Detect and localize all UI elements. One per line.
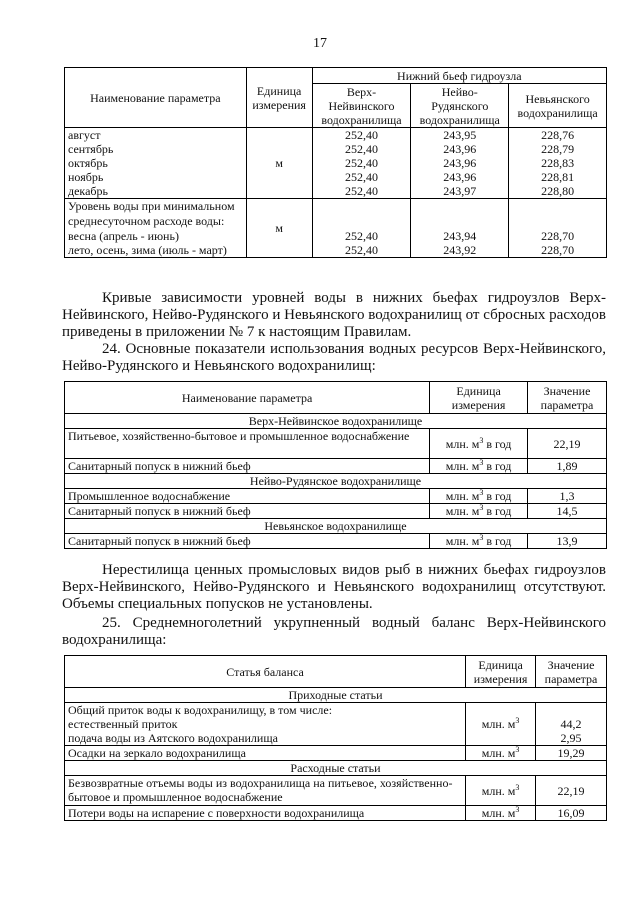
value: 228,83 (541, 156, 575, 170)
unit-sup: 3 (515, 745, 520, 754)
header-value: Значение параметра (536, 656, 607, 688)
unit-sup: 3 (479, 533, 484, 542)
unit-suffix: в год (483, 504, 512, 518)
season-label: лето, осень, зима (июль - март) (68, 243, 227, 257)
section-title: Нейво-Рудянское водохранилище (65, 474, 607, 489)
value: 252,40 (344, 243, 378, 257)
unit-text: млн. м (445, 534, 480, 548)
income-unit (466, 703, 536, 746)
withdraw-name: Безвозвратные отъемы воды из водохранилища на питьевое, хозяйственно-бытовое и промышленное водоснабжение (65, 776, 466, 806)
season-label: весна (апрель - июнь) (68, 229, 179, 243)
month-label: декабрь (68, 184, 108, 198)
verkh-season-values (312, 199, 411, 258)
evap-unit (466, 806, 536, 821)
value: 243,94 (443, 229, 477, 243)
water-use-table (64, 381, 607, 549)
unit-text: млн. м (481, 806, 516, 820)
header-unit: Единица измерения (466, 656, 536, 688)
header-tailwater: Нижний бьеф гидроузла (312, 68, 606, 84)
page-number: 17 (313, 36, 327, 51)
month-label: октябрь (68, 156, 108, 170)
paragraph-curves-text: Кривые зависимости уровней воды в нижних бьефах гидроузлов Верх-Нейвинского, Нейво-Рудянского и Невьянского водохранилищ от сбросных расходов приведены в приложении № 7 к настоящим Правилам. (62, 290, 606, 340)
evap-name: Потери воды на испарение с поверхности водохранилища (65, 806, 466, 821)
unit-suffix: в год (483, 459, 512, 473)
income-total: Общий приток воды к водохранилищу, в том числе: (68, 703, 333, 717)
value: 252,40 (344, 128, 378, 142)
value: 228,70 (541, 243, 575, 257)
neyvo-months-values (411, 128, 509, 199)
row-value: 13,9 (528, 534, 607, 549)
value: 228,80 (541, 184, 575, 198)
value: 243,96 (443, 170, 477, 184)
unit-text: млн. м (481, 746, 516, 760)
paragraph-spawning (62, 562, 606, 613)
row-value: 14,5 (528, 504, 607, 519)
paragraph-25 (62, 615, 606, 649)
unit-sup: 3 (479, 435, 484, 445)
min-level-title: Уровень воды при минимальном среднесуточном расходе воды: (68, 199, 235, 228)
row-unit (430, 429, 528, 459)
income-total-cell (65, 703, 466, 746)
unit-sup: 3 (479, 488, 484, 497)
precip-value: 19,29 (536, 746, 607, 761)
header-neyvo-rudyansk: Нейво-Рудянского водохранилища (411, 84, 509, 128)
value: 44,2 (560, 717, 582, 731)
row-unit (430, 534, 528, 549)
value: 243,95 (443, 128, 477, 142)
precip-unit (466, 746, 536, 761)
value: 2,95 (560, 731, 582, 745)
row-name: Промышленное водоснабжение (65, 489, 430, 504)
header-parameter-name: Наименование параметра (65, 382, 430, 414)
value: 252,40 (344, 156, 378, 170)
water-balance-table (64, 655, 607, 821)
row-unit (430, 504, 528, 519)
unit-sup: 3 (479, 458, 484, 467)
header-parameter-name: Наименование параметра (65, 68, 247, 128)
value: 243,92 (443, 243, 477, 257)
tailwater-levels-table (64, 67, 607, 258)
row-name: Санитарный попуск в нижний бьеф (65, 504, 430, 519)
row-unit (430, 489, 528, 504)
value: 252,40 (344, 184, 378, 198)
value: 243,97 (443, 184, 477, 198)
unit-text: млн. м (445, 459, 480, 473)
unit-sup: 3 (515, 716, 520, 725)
unit-text: млн. м (445, 436, 480, 451)
paragraph-24 (62, 341, 606, 375)
paragraph-25-text: 25. Среднемноголетний укрупненный водный баланс Верх-Нейвинского водохранилища: (62, 615, 606, 648)
month-label: ноябрь (68, 170, 104, 184)
header-unit: Единица измерения (430, 382, 528, 414)
unit-suffix: в год (483, 534, 512, 548)
evap-value: 16,09 (536, 806, 607, 821)
header-balance-item: Статья баланса (65, 656, 466, 688)
header-verkh-neyvinsk: Верх-Нейвинского водохранилища (312, 84, 411, 128)
value: 228,76 (541, 128, 575, 142)
unit-text: млн. м (445, 489, 480, 503)
unit-sup: 3 (515, 782, 520, 792)
unit-suffix: в год (483, 436, 512, 451)
withdraw-unit (466, 776, 536, 806)
value: 252,40 (344, 170, 378, 184)
neyvo-season-values (411, 199, 509, 258)
value: 228,70 (541, 229, 575, 243)
months-unit: м (246, 128, 312, 199)
value: 228,79 (541, 142, 575, 156)
unit-sup: 3 (479, 503, 484, 512)
header-nevyansk: Невьянского водохранилища (509, 84, 607, 128)
section-title: Верх-Нейвинское водохранилище (65, 414, 607, 429)
verkh-months-values (312, 128, 411, 199)
paragraph-curves (62, 290, 606, 341)
unit-suffix: в год (483, 489, 512, 503)
unit-text: млн. м (481, 783, 516, 798)
month-label: август (68, 128, 101, 142)
min-level-unit: м (246, 199, 312, 258)
outcome-section-title: Расходные статьи (65, 761, 607, 776)
value: 252,40 (344, 142, 378, 156)
months-cell (65, 128, 247, 199)
income-values (536, 703, 607, 746)
precip-name: Осадки на зеркало водохранилища (65, 746, 466, 761)
row-unit (430, 459, 528, 474)
header-value: Значение параметра (528, 382, 607, 414)
row-value: 1,3 (528, 489, 607, 504)
unit-sup: 3 (515, 805, 520, 814)
min-level-cell (65, 199, 247, 258)
row-name: Питьевое, хозяйственно-бытовое и промышленное водоснабжение (65, 429, 430, 459)
nevyansk-season-values (509, 199, 607, 258)
value: 243,96 (443, 156, 477, 170)
unit-text: млн. м (445, 504, 480, 518)
value: 243,96 (443, 142, 477, 156)
income-section-title: Приходные статьи (65, 688, 607, 703)
row-name: Санитарный попуск в нижний бьеф (65, 534, 430, 549)
section-title: Невьянское водохранилище (65, 519, 607, 534)
value: 252,40 (344, 229, 378, 243)
header-unit: Единица измерения (246, 68, 312, 128)
unit-text: млн. м (481, 717, 516, 731)
month-label: сентябрь (68, 142, 114, 156)
paragraph-24-text: 24. Основные показатели использования водных ресурсов Верх-Нейвинского, Нейво-Рудянского и Невьянского водохранилищ: (62, 341, 606, 374)
paragraph-spawning-text: Нерестилища ценных промысловых видов рыб в нижних бьефах гидроузлов Верх-Нейвинского, Нейво-Рудянского и Невьянского водохранилищ отсутствуют. Объемы специальных попусков не установлены. (62, 562, 606, 612)
row-name: Санитарный попуск в нижний бьеф (65, 459, 430, 474)
value: 228,81 (541, 170, 575, 184)
nevyansk-months-values (509, 128, 607, 199)
income-supply: подача воды из Аятского водохранилища (68, 731, 278, 745)
row-value: 1,89 (528, 459, 607, 474)
row-value: 22,19 (528, 429, 607, 459)
income-natural: естественный приток (68, 717, 178, 731)
withdraw-value: 22,19 (536, 776, 607, 806)
